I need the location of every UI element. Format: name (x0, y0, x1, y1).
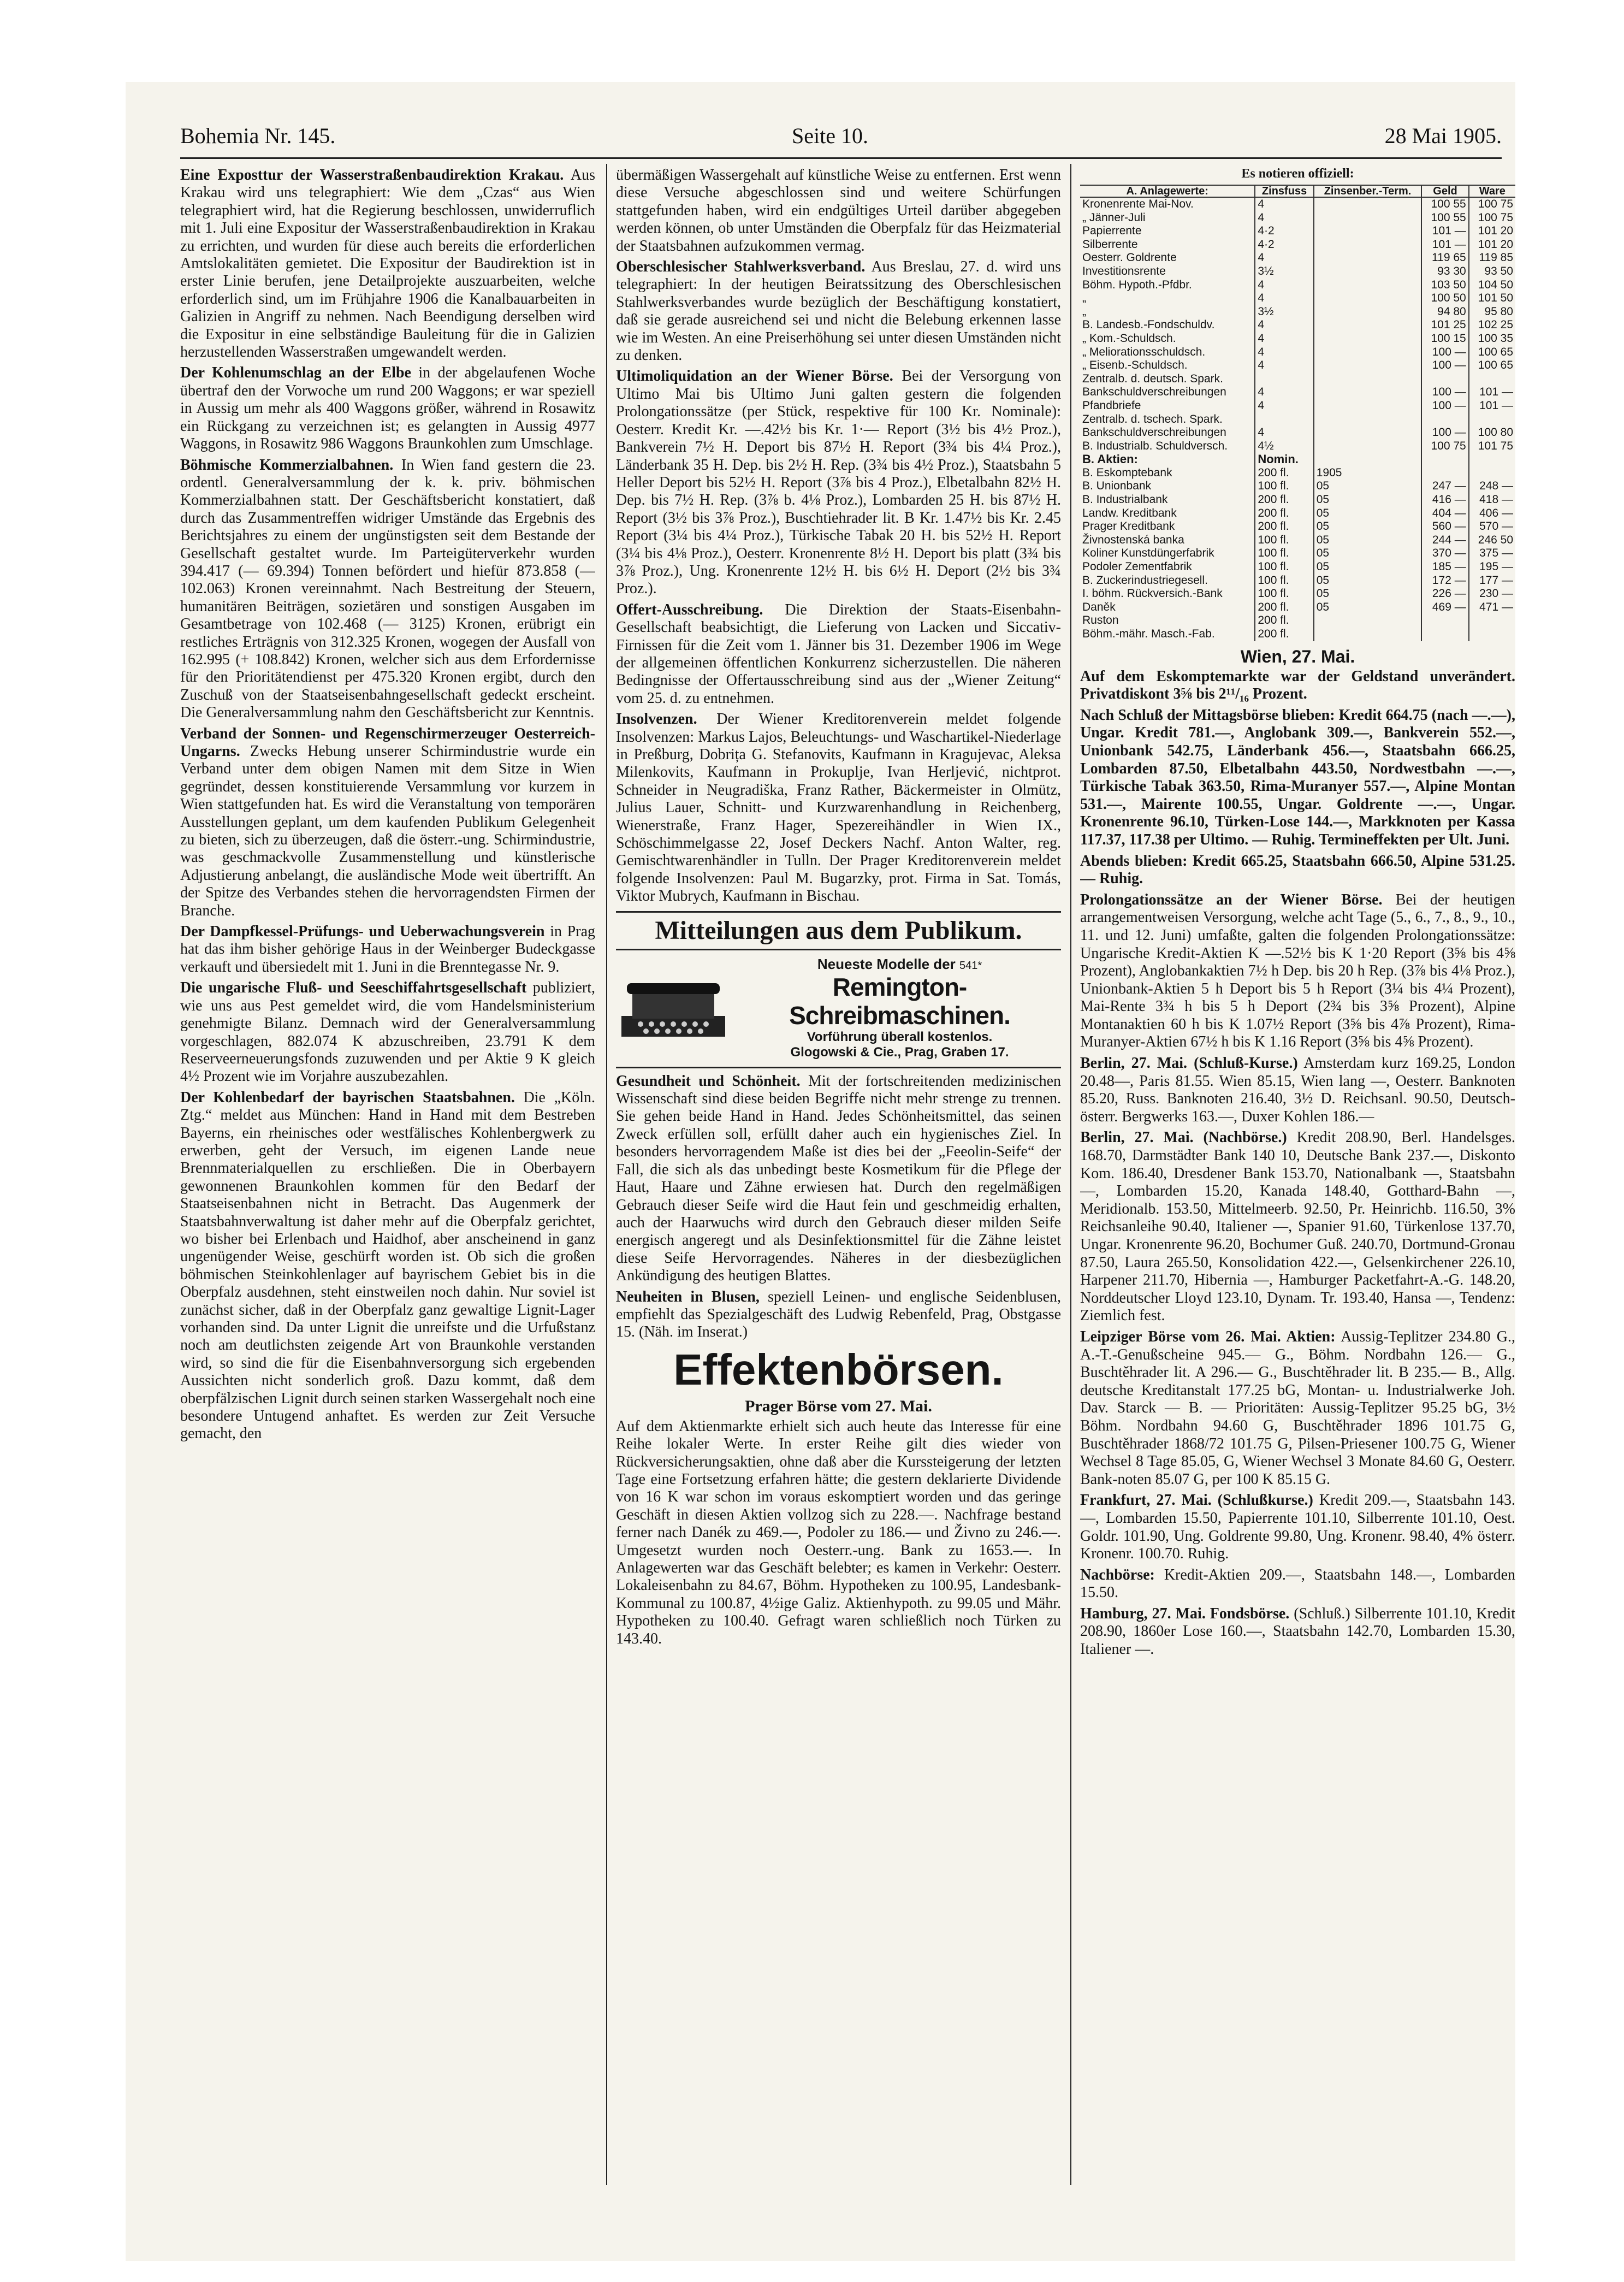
table-cell: 100 — (1421, 346, 1468, 359)
table-cell: B. Unionbank (1082, 480, 1152, 493)
table-cell: 100 80 (1469, 426, 1515, 440)
article-heading: Nach Schluß der Mittagsbörse (1080, 706, 1279, 724)
effekten-title: Effektenbörsen. (673, 1345, 1004, 1394)
table-cell (1255, 373, 1313, 386)
table-cell: 4½ (1255, 440, 1313, 453)
ad-rule (616, 1067, 1061, 1068)
table-cell: Koliner Kunstdüngerfabrik (1082, 547, 1214, 560)
table-cell: 4 (1255, 279, 1313, 292)
table-cell: 4 (1255, 318, 1313, 332)
table-cell: 100 75 (1421, 440, 1468, 453)
col2-article (616, 711, 1061, 905)
table-cell (1314, 318, 1422, 332)
col3-article (1080, 1055, 1515, 1126)
table-cell (1314, 614, 1422, 628)
table-cell: 3½ (1255, 305, 1313, 319)
table-cell: „ Eisenb.-Schuldsch. (1082, 359, 1188, 372)
table-cell: 100 fl. (1255, 574, 1313, 588)
table-cell: 05 (1314, 587, 1422, 601)
article-text: Auf dem Eskomptemarkte war der Geldstand unverändert. Privatdiskont 3⅝ bis 2¹¹/₁₆ Prozent. (1080, 667, 1515, 703)
section-cell-empty (1421, 453, 1468, 466)
col1-article (180, 923, 595, 976)
table-cell: 418 — (1469, 493, 1515, 507)
article-heading: Der Dampfkessel-Prüfungs- und Ueberwachungsverein (180, 923, 545, 941)
table-header-cell: Ware (1469, 185, 1515, 197)
article-text: Kredit 208.90, Berl. Handelsges. 168.70, Darmstädter Bank 140 10, Deutsche Bank 237.—, Diskonto Kom. 186.40, Dresdener Bank 153.70, Nationalbank —, Staatsbahn —, Lombarden 15.20, Kanada 148.40, Gotthard-Bahn —, Meridionalb. 153.50, Mittelmeerb. 92.50, Pr. Heinrichb. 116.50, 3% Reichsanleihe 90.40, Italiener —, Spanier 91.60, Türkenlose 137.70, Ungar. Kronenrente 96.20, Bochumer Guß. 240.70, Dortmund-Gronau 87.50, Laura 265.50, Konsolidation 422.—, Gelsenkirchener 226.10, Harpener 211.70, Hibernia —, Hamburger Packetfahrt-A.-G. 148.20, Norddeutscher Lloyd 123.10, Dynam. Tr. 193.40, Hansa —, Tendenz: Ziemlich fest. (1080, 1129, 1515, 1325)
table-row (1080, 332, 1515, 346)
table-row (1080, 520, 1515, 534)
col1-article (180, 457, 595, 722)
table-cell: 05 (1314, 507, 1422, 521)
col3-article (1080, 891, 1515, 1051)
table-cell (1314, 251, 1422, 265)
table-cell: 406 — (1469, 507, 1515, 521)
quotes-table (1080, 185, 1515, 641)
ad-line1: Neueste Modelle der (817, 955, 956, 972)
table-cell: 244 — (1421, 534, 1468, 547)
table-cell: Pfandbriefe (1082, 399, 1141, 412)
table-cell: 100 fl. (1255, 587, 1313, 601)
table-cell: Böhm.-mähr. Masch.-Fab. (1082, 628, 1215, 640)
col1-article (180, 364, 595, 453)
table-cell: 471 — (1469, 601, 1515, 614)
table-row (1080, 601, 1515, 614)
effekten-subtitle: Prager Börse vom 27. Mai. (745, 1397, 932, 1415)
table-cell (1314, 426, 1422, 440)
article-text: In Wien fand gestern die 23. ordentl. Generalversammlung der k. k. priv. böhmischen Kommerzialbahnen statt. Der Geschäftsbericht konstatiert, daß durch das Zusammentreffen widriger Umstände das Ergebnis des Berichtsjahres zu einem der ungünstigsten seit dem Bestande der Gesellschaft gestaltet wurde. Im Parteigüterverkehr wurden 394.417 (— 69.394) Tonnen befördert und hiefür 873.858 (— 102.063) Kronen vereinnahmt. Nach Bestreitung der Steuern, humanitären Beiträgen, sozietären und sonstigen Ausgaben im Gesamtbetrage von 102.468 (— 3125) Kronen, erübrigt ein restliches Erträgnis von 312.325 Kronen, wogegen der Ausfall von 162.995 (+ 108.842) Kronen, welcher sich aus dem Erfordernisse für den Prioritätendienst per 475.320 Kronen ergibt, durch den Zuschuß von der Staatseisenbahngesellschaft gedeckt erscheint. Die Generalversammlung nahm den Geschäftsbericht zur Kenntnis. (180, 456, 595, 722)
remington-ad (616, 956, 1061, 1060)
table-row (1080, 359, 1515, 373)
table-row (1080, 318, 1515, 332)
table-cell: Ruston (1082, 614, 1119, 627)
table-row (1080, 574, 1515, 588)
table-row (1080, 224, 1515, 238)
ad-name: Remington-Schreibmaschinen. (789, 972, 1010, 1030)
table-cell: 05 (1314, 520, 1422, 534)
table-cell: 4 (1255, 399, 1313, 413)
table-cell: Podoler Zementfabrik (1082, 560, 1192, 574)
table-row (1080, 197, 1515, 211)
table-cell (1255, 413, 1313, 427)
article-text: übermäßigen Wassergehalt auf künstliche Weise zu entfernen. Erst wenn diese Versuche abgeschlossen sind und weitere Schürfungen stattgefunden haben, wird ein endgültiges Urteil darüber abgegeben werden können, ob unter Umständen die Oberpfalz für das Heizmaterial der Staatsbahnen aufzukommen vermag. (616, 167, 1061, 255)
table-row (1080, 211, 1515, 225)
table-cell: 05 (1314, 547, 1422, 560)
table-cell: 100 15 (1421, 332, 1468, 346)
table-cell: Bankschuldverschreibungen (1082, 386, 1226, 399)
table-cell: 404 — (1421, 507, 1468, 521)
article-text: Die „Köln. Ztg.“ meldet aus München: Hand in Hand mit dem Bestreben Bayerns, ein rheinisches oder westfälisches Kohlenbergwerk zu erwerben, geht der Versuch, im eigenen Lande neue Brennmaterialquellen zu erschließen. Die in Oberbayern gewonnenen Braunkohlen kommen für den Bedarf der Staatseisenbahnen nicht in Betracht. Das Augenmerk der Staatsbahnverwaltung ist daher mehr auf die Oberpfalz gerichtet, wo bisher bei Erlenbach und Haidhof, aber anscheinend in ganz ungenügender Weise, geschürft worden ist. Ob sich die großen böhmischen Steinkohlenlager auf bayrischem Gebiet bis in die Oberpfalz ausdehnen, steht einstweilen noch dahin. Nur soviel ist zunächst sicher, daß in der Oberpfalz ganz gewaltige Lignit-Lager vorhanden sind. Da unter Lignit die unreifste und die Urfußstanz noch am deutlichsten zeigende Art von Braunkohle verstanden wird, so sind die für die Eisenbahnversorgung sich ergebenden Aussichten nicht sonderlich groß. Dazu kommt, daß dem oberpfälzischen Lignit durch seinen starken Wassergehalt noch eine besondere Untugend anhaftet. Es werden zur Zeit Versuche gemacht, den (180, 1089, 595, 1442)
table-cell (1421, 413, 1468, 427)
table-cell: 100 65 (1469, 359, 1515, 373)
table-cell: 4 (1255, 426, 1313, 440)
table-row (1080, 346, 1515, 359)
table-row (1080, 560, 1515, 574)
table-cell: B. Zuckerindustriegesell. (1082, 574, 1208, 587)
table-cell: 05 (1314, 601, 1422, 614)
table-cell: 4·2 (1255, 238, 1313, 252)
col3-article (1080, 1129, 1515, 1325)
table-cell (1314, 332, 1422, 346)
table-cell: „ Jänner-Juli (1082, 211, 1146, 224)
table-cell: „ Meliorationsschuldsch. (1082, 345, 1206, 358)
table-cell: 100 — (1421, 426, 1468, 440)
table-cell: 05 (1314, 480, 1422, 493)
col3-article (1080, 1328, 1515, 1488)
effekten-text: Auf dem Aktienmarkte erhielt sich auch heute das Interesse für eine Reihe lokaler Werte. In erster Reihe gilt dies wieder von Rückversicherungsaktien, ohne daß aber die Kurssteigerung der letzten Tage eine Fortsetzung erfahren hätte; die gestern deklarierte Dividende von 16 K war schon im voraus eskomptiert worden und das geringe Geschäft in diesen Aktien vollzog sich zu 228.—. Nachfrage bestand ferner nach Danék zu 469.—, Podoler zu 186.— und Živno zu 246.—. Umgesetzt wurden noch Oesterr.-ung. Bank zu 1653.—. In Anlagewerten war das Geschäft belebter; es kamen in Verkehr: Oesterr. Lokaleisenbahn zu 84.67, Böhm. Hypotheken zu 100.95, Landesbank-Kommunal zu 100.87, 4½ige Galiz. Aktienhypoth. zu 99.05 und Mähr. Hypotheken zu 100.40. Gefragt waren schließlich noch Türken zu 143.40. (616, 1417, 1061, 1647)
table-row (1080, 373, 1515, 386)
table-row (1080, 305, 1515, 319)
table-cell: 416 — (1421, 493, 1468, 507)
article-heading: Der Kohlenumschlag an der Elbe (180, 364, 411, 382)
article-heading: Berlin, 27. Mai. (Schluß-Kurse.) (1080, 1055, 1298, 1072)
article-text: Aus Breslau, 27. d. wird uns telegraphiert: In der heutigen Beiratssitzung des Oberschlesischen Stahlwerksverbandes wurde bezüglich der Beschäftigung konstatiert, daß sie gerade ausreichend sei und nicht die Belebung erkennen lasse wie im Westen. An eine Preiserhöhung sei unter diesen Umständen nicht zu denken. (616, 258, 1061, 364)
table-header-cell: Zinsfuss (1255, 185, 1313, 197)
article-heading: Insolvenzen. (616, 711, 697, 728)
table-cell (1314, 386, 1422, 399)
table-cell: 101 — (1421, 238, 1468, 252)
section-cell: Nomin. (1255, 453, 1313, 466)
column-2 (616, 167, 1061, 2182)
article-heading: Berlin, 27. Mai. (Nachbörse.) (1080, 1129, 1287, 1146)
table-header-cell: Zinsenber.-Term. (1314, 185, 1422, 197)
article-text: in Prag hat das ihm bisher gehörige Haus in der Weinberger Budeckgasse verkauft und übersiedelt mit 1. Juni in die Brenntegasse Nr. 9. (180, 923, 595, 976)
article-heading: Der Kohlenbedarf der bayrischen Staatsbahnen. (180, 1089, 515, 1106)
table-row (1080, 238, 1515, 252)
article-text: Bei der heutigen arrangementweisen Versorgung, welche acht Tage (5., 6., 7., 8., 9., 10., 11. und 12. Juni) umfaßte, galten die folgenden Prolongationssätze: Ungarische Kredit-Aktien K —.52½ bis K 1·20 Report (3⅝ bis 4⅝ Prozent), Anglobankaktien 7½ h Dep. bis 20 h Rep. (3⅞ bis 4⅛ Proz.), Unionbank-Aktien 5 h Deport bis 5 h Report (3¼ bis 4¼ Prozent), Mai-Rente 3¾ h bis 5 h Deport (2¾ bis 3⅝ Prozent), Alpine Montanaktien 60 h bis K 1.07½ Report (3⅝ bis 4⅞ Prozent), Rima-Muranyer-Aktien 67½ h bis K 1.16 Report (3⅝ bis 4⅝ Prozent). (1080, 891, 1515, 1051)
table-row (1080, 534, 1515, 547)
article-text: speziell Leinen- und englische Seidenblusen, empfiehlt das Spezialgeschäft des Ludwig Rebenfeld, Prag, Obstgasse 15. (Näh. im Inserat.) (616, 1288, 1061, 1341)
table-cell: B. Eskomptebank (1082, 466, 1172, 479)
col1-article (180, 725, 595, 920)
col1-article (180, 979, 595, 1085)
table-cell: 101 — (1421, 224, 1468, 238)
col3-article (1080, 1492, 1515, 1563)
table-cell (1314, 224, 1422, 238)
table-cell: 100 fl. (1255, 534, 1313, 547)
table-cell (1314, 628, 1422, 641)
table-cell: I. böhm. Rückversich.-Bank (1082, 587, 1223, 600)
article-heading: Neuheiten in Blusen, (616, 1288, 760, 1305)
article-text: Mit der fortschreitenden medizinischen Wissenschaft sind diese beiden Begriffe nicht mehr strenge zu trennen. Sie gehen beide Hand in Hand. Jedes Schönheitsmittel, das seinen Zweck erfüllen soll, erfüllt daher auch ein hygienisches Ziel. In besonders hervorragendem Maße ist dies bei der „Feeolin-Seife“ der Fall, die sich als das unbedingt beste Kosmetikum für die Pflege der Haut, Haare und Zähne erwiesen hat. Durch den regelmäßigen Gebrauch dieser Seife wird die Haut fein und geschmeidig erhalten, auch der Haarwuchs wird durch den Gebrauch dieser milden Seife energisch angeregt und als Desinfektionsmittel für die Zähne leistet diese Seife Hervorragendes. Näheres in der diesbezüglichen Ankündigung des heutigen Blattes. (616, 1072, 1061, 1285)
table-cell: 230 — (1469, 587, 1515, 601)
table-cell (1421, 614, 1468, 628)
table-cell: 101 — (1469, 399, 1515, 413)
page-header (180, 123, 1502, 156)
table-cell (1314, 279, 1422, 292)
col2-article (616, 601, 1061, 707)
article-text: Kredit-Aktien 209.—, Staatsbahn 148.—, Lombarden 15.50. (1080, 1566, 1515, 1601)
header-center: Seite 10. (792, 123, 868, 148)
article-heading: Eine Exposttur der Wasserstraßenbaudirektion Krakau. (180, 167, 564, 184)
table-cell: 248 — (1469, 480, 1515, 493)
table-cell: Investitionsrente (1082, 264, 1166, 277)
ad-line3: Vorführung überall kostenlos. (807, 1029, 993, 1044)
section-cell-empty (1469, 453, 1515, 466)
col3-article (1080, 707, 1515, 849)
header-left: Bohemia Nr. 145. (180, 123, 336, 148)
table-cell: 100 50 (1421, 292, 1468, 305)
table-cell: 05 (1314, 560, 1422, 574)
table-cell: 93 50 (1469, 265, 1515, 279)
table-cell (1314, 440, 1422, 453)
table-header-cell: Geld (1421, 185, 1468, 197)
table-cell: 103 50 (1421, 279, 1468, 292)
table-cell (1314, 265, 1422, 279)
table-cell: 100 65 (1469, 346, 1515, 359)
table-cell: Papierrente (1082, 224, 1142, 238)
article-text: Aussig-Teplitzer 234.80 G., A.-T.-Genußscheine 945.— G., Böhm. Nordbahn 126.— G., Buschtěhrader lit. A 296.— G., Buschtěhrader lit. B 235.— B., Allg. deutsche Kreditanstalt 177.25 bG, Montan- u. Industrialwerke Joh. Dav. Starck — B. — Prioritäten: Aussig-Teplitzer 95.25 bG, 3½ Böhm. Nordbahn 94.60 G, Buschtěhrader 1896 101.75 G, Buschtěhrader 1868/72 101.75 G, Pilsen-Priesener 100.75 G, Wiener Wechsel 8 Tage 85.05, G, Wiener Wechsel 3 Monate 84.60 G, Oesterr. Bank-noten 85.07 G, per 100 K 85.15 G. (1080, 1328, 1515, 1488)
table-cell: Silberrente (1082, 238, 1138, 251)
table-cell: Zentralb. d. deutsch. Spark. (1082, 372, 1223, 385)
table-row (1080, 279, 1515, 292)
section-cell: B. Aktien: (1082, 452, 1138, 466)
table-row (1080, 399, 1515, 413)
table-cell: 200 fl. (1255, 507, 1313, 521)
table-cell (1314, 305, 1422, 319)
table-cell: 05 (1314, 534, 1422, 547)
article-text: (Schluß.) Silberrente 101.10, Kredit 208.90, 1860er Lose 160.—, Staatsbahn 142.70, Lombarden 15.30, Italiener —. (1080, 1605, 1515, 1658)
col2-article (616, 258, 1061, 364)
table-cell: 4 (1255, 251, 1313, 265)
table-cell (1314, 359, 1422, 373)
article-text: Die Direktion der Staats-Eisenbahn-Gesellschaft beabsichtigt, die Lieferung von Lacken und Siccativ-Firnissen für die Zeit vom 1. Jänner bis 31. Dezember 1906 im Wege der allgemeinen öffentlichen Konkurrenz sicherzustellen. Die näheren Bedingnisse der Offertausschreibung sind aus der „Wiener Zeitung“ vom 25. d. zu entnehmen. (616, 601, 1061, 707)
table-row (1080, 292, 1515, 305)
table-cell: Landw. Kreditbank (1082, 506, 1177, 519)
table-cell: 94 80 (1421, 305, 1468, 319)
table-cell (1314, 373, 1422, 386)
table-cell: 100 35 (1469, 332, 1515, 346)
table-cell: Prager Kreditbank (1082, 520, 1175, 533)
table-row (1080, 251, 1515, 265)
article-heading: Nachbörse: (1080, 1566, 1155, 1583)
publikum-banner: Mitteilungen aus dem Publikum. (616, 911, 1061, 950)
table-row (1080, 466, 1515, 480)
col2-article (616, 368, 1061, 598)
table-cell: 200 fl. (1255, 628, 1313, 641)
header-right: 28 Mai 1905. (1384, 123, 1502, 148)
table-cell: 100 — (1421, 399, 1468, 413)
article-heading: Frankfurt, 27. Mai. (Schlußkurse.) (1080, 1492, 1313, 1509)
table-cell: 101 20 (1469, 224, 1515, 238)
table-cell: 100 75 (1469, 211, 1515, 225)
table-cell: 93 30 (1421, 265, 1468, 279)
table-cell: Bankschuldverschreibungen (1082, 426, 1226, 439)
article-heading: Offert-Ausschreibung. (616, 601, 763, 618)
table-cell (1314, 292, 1422, 305)
table-cell: 4 (1255, 292, 1313, 305)
col1-article (180, 167, 595, 361)
table-cell: Kronenrente Mai-Nov. (1082, 198, 1194, 210)
table-cell: 101 25 (1421, 318, 1468, 332)
table-cell: 100 fl. (1255, 560, 1313, 574)
table-cell: 104 50 (1469, 279, 1515, 292)
table-cell: 246 50 (1469, 534, 1515, 547)
col2-article (616, 167, 1061, 255)
table-cell: 1905 (1314, 466, 1422, 480)
article-heading: Die ungarische Fluß- und Seeschiffahrtsgesellschaft (180, 979, 527, 997)
table-header-cell: A. Anlagewerte: (1080, 185, 1255, 197)
table-row (1080, 480, 1515, 493)
table-cell: 4 (1255, 211, 1313, 225)
table-cell: 05 (1314, 493, 1422, 507)
table-row (1080, 507, 1515, 521)
article-heading: Ultimoliquidation an der Wiener Börse. (616, 368, 893, 385)
table-cell: 200 fl. (1255, 614, 1313, 628)
table-cell: 4 (1255, 386, 1313, 399)
table-cell (1469, 628, 1515, 641)
table-cell: 370 — (1421, 547, 1468, 560)
ad-line4: Glogowski & Cie., Prag, Graben 17. (790, 1044, 1009, 1060)
article-heading: Verband der Sonnen- und Regenschirmerzeuger Oesterreich-Ungarns. (180, 725, 595, 760)
article-text: Amsterdam kurz 169.25, London 20.48—, Paris 81.55. Wien 85.15, Wien lang —, Oesterr. Banknoten 85.20, Russ. Banknoten 216.40, 3½ D. Reichsanl. 90.50, Deutsch-österr. Bergwerks 163.—, Duxer Kohlen 186.— (1080, 1055, 1515, 1125)
table-cell: 119 65 (1421, 251, 1468, 265)
section-cell-empty (1314, 453, 1422, 466)
table-cell (1314, 346, 1422, 359)
article-text: Zwecks Hebung unserer Schirmindustrie wurde ein Verband unter dem obigen Namen mit dem Sitze in Wien gegründet, dessen konstituierende Versammlung vor kurzem in Wien stattgefunden hat. Es wird die Veranstaltung von temporären Ausstellungen geplant, um dem kaufenden Publikum Gelegenheit zu bieten, sich zu überzeugen, daß die österr.-ung. Schirmindustrie, was geschmackvolle Zusammenstellung und künstlerische Adjustierung anbelangt, die ausländische Mode weit übertrifft. An der Spitze des Verbandes stehen die hervorragendsten Firmen der Branche. (180, 743, 595, 919)
ad-code: 541* (959, 959, 982, 972)
table-section-b (1080, 453, 1515, 466)
table-cell: 195 — (1469, 560, 1515, 574)
table-cell: 4 (1255, 346, 1313, 359)
table-cell: 101 50 (1469, 292, 1515, 305)
table-cell: 100 fl. (1255, 480, 1313, 493)
table-cell: 95 80 (1469, 305, 1515, 319)
table-cell: 3½ (1255, 265, 1313, 279)
table-cell: 100 55 (1421, 211, 1468, 225)
table-cell: 100 — (1421, 386, 1468, 399)
table-cell: 200 fl. (1255, 466, 1313, 480)
col3-article (1080, 853, 1515, 888)
table-cell: Daněk (1082, 600, 1116, 613)
table-cell (1469, 614, 1515, 628)
article-heading: Hamburg, 27. Mai. Fondsbörse. (1080, 1605, 1290, 1622)
table-row (1080, 440, 1515, 453)
table-row (1080, 265, 1515, 279)
column-rule-2 (1070, 164, 1071, 2185)
table-cell (1421, 373, 1468, 386)
article-text: Aus Krakau wird uns telegraphiert: Wie dem „Czas“ aus Wien telegraphiert wird, hat die Regierung beschlossen, unwiderruflich mit 1. Juli eine Expositur der Wasserstraßenbaudirektion in Krakau zu errichten, und wurden für diese auch bereits die erforderlichen Amtslokalitäten gemietet. Die Expositur der Baudirektion ist in erster Linie berufen, jene Detailprojekte auszuarbeiten, welche erforderlich sind, um im Frühjahre 1906 die Kanalbauarbeiten in Galizien in Angriff zu nehmen. Nach Beendigung derselben wird die Expositur in eine selbständige Bauleitung für die in Galizien herzustellenden Wasserstraßen umgewandelt werden. (180, 167, 595, 361)
article-text: publiziert, wie uns aus Pest gemeldet wird, die vom Handelsministerium genehmigte Bilanz. Demnach wird der Generalversammlung vorgeschlagen, 882.074 K abzuschreiben, 23.791 K dem Reserveerneuerungsfonds zuzuwenden und per Aktie 9 K gleich 4½ Prozent wie im Vorjahre auszubezahlen. (180, 979, 595, 1085)
table-cell: 100 fl. (1255, 547, 1313, 560)
table-row (1080, 493, 1515, 507)
table-row (1080, 614, 1515, 628)
article-heading: Oberschlesischer Stahlwerksverband. (616, 258, 866, 276)
table-row (1080, 587, 1515, 601)
table-cell (1469, 373, 1515, 386)
table-row (1080, 547, 1515, 560)
wien-heading: Wien, 27. Mai. (1240, 646, 1355, 666)
table-row (1080, 426, 1515, 440)
table-cell (1314, 399, 1422, 413)
col1-article (180, 1089, 595, 1443)
typewriter-icon (616, 972, 731, 1043)
table-cell: 4·2 (1255, 224, 1313, 238)
article-heading: Leipziger Börse vom 26. Mai. Aktien: (1080, 1328, 1336, 1345)
table-cell: 247 — (1421, 480, 1468, 493)
table-cell: 4 (1255, 332, 1313, 346)
article-text: Kredit 209.—, Staatsbahn 143.—, Lombarden 15.50, Papierrente 101.10, Silberrente 101.10, Oest. Goldr. 101.90, Ung. Goldrente 99.80, Ung. Kronenr. 98.40, 4% österr. Kronenr. 100.70. Ruhig. (1080, 1492, 1515, 1563)
table-cell (1421, 466, 1468, 480)
table-cell: „ Kom.-Schuldsch. (1082, 332, 1176, 345)
table-cell (1314, 413, 1422, 427)
table-cell: 05 (1314, 574, 1422, 588)
table-cell: „ (1082, 292, 1086, 305)
table-row (1080, 628, 1515, 641)
table-cell: 469 — (1421, 601, 1468, 614)
table-cell (1421, 628, 1468, 641)
col3-article (1080, 1605, 1515, 1659)
table-cell: Oesterr. Goldrente (1082, 251, 1177, 264)
table-cell: 560 — (1421, 520, 1468, 534)
table-cell: 172 — (1421, 574, 1468, 588)
article-text: Der Wiener Kreditorenverein meldet folgende Insolvenzen: Markus Lajos, Beleuchtungs- und Waschartikel-Niederlage in Preßburg, Dobrița G. Stefanovits, Kaufmann in Kragujevac, Aleksa Milenkovits, Kaufmann in Prokuplje, Ivan Herljević, nichtprot. Schneider in Neugradiška, Franz Rather, Bäckermeister in Olmütz, Julius Lauer, Schnitt- und Kurzwarenhandlung in Reichenberg, Wienerstraße, Franz Hager, Spezereihändler in Wien IX., Schöschimmelgasse 22, Josef Deckers Nachf. Anton Walter, reg. Gemischtwarenhändler in Tulln. Der Prager Kreditorenverein meldet folgende Insolvenzen: Paul M. Bugarzky, prot. Firma in Sat. Tomás, Viktor Mubrych, Kaufmann in Bischau. (616, 711, 1061, 905)
table-row (1080, 386, 1515, 399)
table-cell (1314, 211, 1422, 225)
table-cell: 200 fl. (1255, 520, 1313, 534)
table-cell: 100 — (1421, 359, 1468, 373)
table-cell (1314, 238, 1422, 252)
table-cell: Živnostenská banka (1082, 533, 1184, 546)
col3-article (1080, 668, 1515, 703)
column-3 (1080, 167, 1515, 2182)
table-cell: B. Industrialbank (1082, 493, 1168, 506)
article-heading: Prolongationssätze an der Wiener Börse. (1080, 891, 1383, 908)
table-cell: B. Industrialb. Schuldversch. (1082, 439, 1228, 452)
table-cell: 4 (1255, 359, 1313, 373)
table-cell: 101 75 (1469, 440, 1515, 453)
table-cell: 4 (1255, 197, 1313, 211)
table-cell: 570 — (1469, 520, 1515, 534)
article-text: in der abgelaufenen Woche übertraf den der Vorwoche um rund 200 Waggons; er war speziell in Aussig um mehr als 400 Waggons größer, während in Rosawitz ein Rückgang zu verzeichnen ist; es gelangten in Aussig 4977 Waggons, in Rosawitz 986 Waggons Braunkohlen zum Umschlage. (180, 364, 595, 453)
table-cell (1314, 197, 1422, 211)
table-cell: „ (1082, 305, 1086, 318)
table-cell: 102 25 (1469, 318, 1515, 332)
col2b-article (616, 1288, 1061, 1341)
article-heading: Gesundheit und Schönheit. (616, 1072, 801, 1090)
table-cell: 200 fl. (1255, 601, 1313, 614)
column-rule-1 (606, 164, 607, 2185)
column-1 (180, 167, 595, 2182)
table-cell (1469, 413, 1515, 427)
article-text: blieben: Kredit 664.75 (nach —.—), Ungar. Kredit 781.—, Anglobank 309.—, Bankverein 552.—, Unionbank 542.75, Länderbank 456.—, Staatsbahn 666.25, Lombarden 87.50, Elbetalbahn 443.50, Nordwestbahn —.—, Türkische Tabak 363.50, Rima-Muranyer 557.—, Alpine Montan 531.—, Mairente 100.55, Ungar. Goldrente —.—, Ungar. Kronenrente 96.10, Türken-Lose 144.—, Markknoten per Kassa 117.37, 117.38 per Ultimo. — Ruhig. Termineffekten per Ult. Juni. (1080, 706, 1515, 848)
table-cell: 200 fl. (1255, 493, 1313, 507)
table-cell (1469, 466, 1515, 480)
article-text: Bei der Versorgung von Ultimo Mai bis Ultimo Juni galten gestern die folgenden Prolongationssätze (per Stück, respektive für 100 Kr. Nominale): Oesterr. Kredit Kr. —.42½ bis Kr. 1·— Report (3½ bis 4½ Proz.), Bankverein 7½ H. Deport bis 87½ H. Report (3¾ bis 4¼ Proz.), Länderbank 35 H. Dep. bis 2½ H. Rep. (3¾ bis 4½ Proz.), Staatsbahn 5 Heller Deport bis 52½ H. Report (3⅞ bis 4 Proz.), Elbetalbahn 82½ H. Dep. bis 7½ H. Rep. (3⅞ b. 4⅛ Proz.), Lombarden 25 H. bis 87½ H. Report (3½ bis 3⅞ Proz.), Buschtiehrader lit. B Kr. 1.47½ bis Kr. 2.45 Report (3¼ bis 4¼ Proz.), Türkische Tabak 20 H. bis 52½ H. Report (3¼ bis 4⅛ Proz.), Oesterr. Kronenrente 8½ H. Deport bis platt (3¾ bis 3⅞ Proz.), Ung. Kronenrente 12½ H. bis 6½ H. Deport (2½ bis 3¾ Proz.). (616, 368, 1061, 598)
table-cell: Böhm. Hypoth.-Pfdbr. (1082, 278, 1192, 291)
table-cell: 100 75 (1469, 197, 1515, 211)
table-cell: 119 85 (1469, 251, 1515, 265)
table-row (1080, 413, 1515, 427)
col2b-article (616, 1073, 1061, 1285)
table-cell: 100 55 (1421, 197, 1468, 211)
table-cell: 226 — (1421, 587, 1468, 601)
article-text: Kredit 665.25, Staatsbahn 666.50, Alpine 531.25. — Ruhig. (1080, 852, 1515, 888)
article-heading: Böhmische Kommerzialbahnen. (180, 456, 394, 474)
table-cell: 177 — (1469, 574, 1515, 588)
table-cell: 101 20 (1469, 238, 1515, 252)
table-cell: B. Landesb.-Fondschuldv. (1082, 318, 1215, 332)
table-cell: 375 — (1469, 547, 1515, 560)
col3-article (1080, 1566, 1515, 1602)
table-cell: Zentralb. d. tschech. Spark. (1082, 412, 1223, 425)
table-caption: Es notieren offiziell: (1241, 167, 1354, 181)
header-rule (180, 157, 1502, 159)
table-cell: 101 — (1469, 386, 1515, 399)
table-cell: 185 — (1421, 560, 1468, 574)
article-heading: Abends blieben: (1080, 852, 1188, 870)
